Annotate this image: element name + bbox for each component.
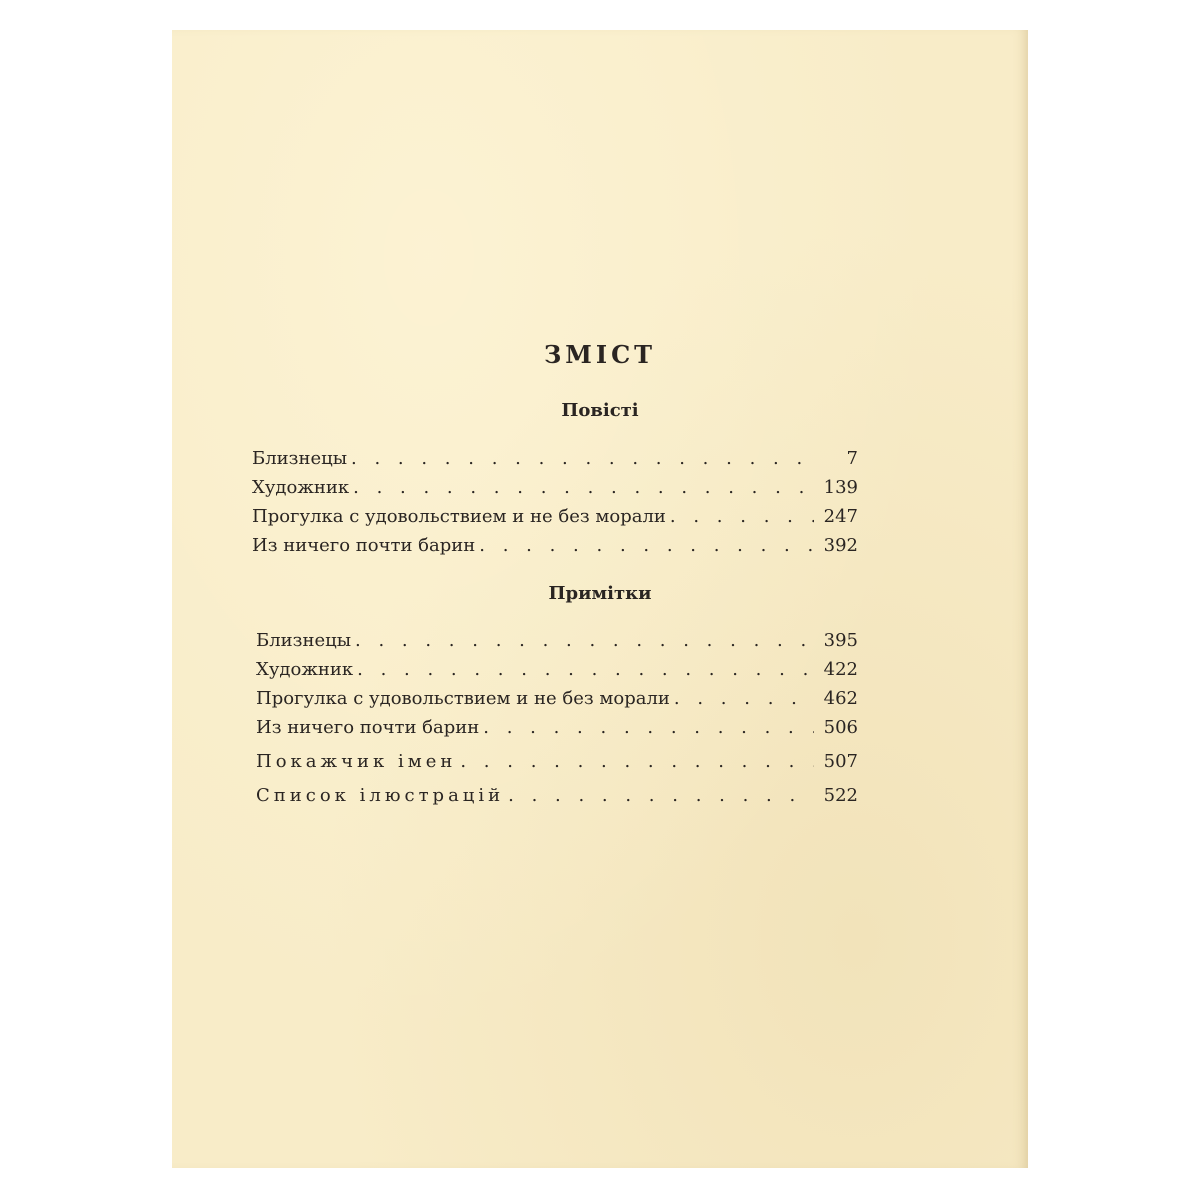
leader-dots — [353, 477, 814, 498]
toc-entry — [252, 535, 858, 564]
toc-entry-label: Художник — [256, 659, 354, 680]
toc-entry-page: 422 — [823, 659, 858, 680]
toc-entry-label: Близнецы — [252, 448, 348, 469]
toc-entry — [256, 659, 858, 688]
leader-dots — [508, 785, 814, 806]
leader-dots — [357, 659, 814, 680]
toc-entry-label: Художник — [252, 477, 350, 498]
section-heading-novellas: Повісті — [561, 400, 639, 421]
toc-entry-page: 392 — [823, 535, 858, 556]
toc-entry-page: 522 — [823, 785, 858, 806]
toc-entry-page: 462 — [823, 688, 858, 709]
leader-dots — [674, 688, 814, 709]
toc-entry-page: 507 — [823, 751, 858, 772]
toc-entry-page: 506 — [823, 717, 858, 738]
page-title: ЗМІСТ — [543, 340, 657, 369]
toc-entry — [256, 751, 858, 780]
leader-dots — [670, 506, 814, 527]
leader-dots — [483, 717, 814, 738]
toc-entry — [256, 630, 858, 659]
toc-entry-label: Прогулка с удовольствием и не без морали — [252, 506, 666, 527]
section-heading-notes: Примітки — [548, 583, 652, 604]
toc-entry — [252, 448, 858, 477]
toc-entry — [256, 688, 858, 717]
toc-entry-label: Из ничего почти барин — [252, 535, 476, 556]
toc-list-notes — [256, 630, 858, 814]
toc-entry-page: 7 — [846, 448, 858, 469]
toc-entry-label: Список ілюстрацій — [256, 785, 505, 806]
toc-entry-page: 139 — [823, 477, 858, 498]
leader-dots — [351, 448, 814, 469]
toc-entry-label: Близнецы — [256, 630, 352, 651]
toc-entry-page: 395 — [823, 630, 858, 651]
book-page — [172, 30, 1028, 1168]
leader-dots — [460, 751, 814, 772]
toc-entry-page: 247 — [823, 506, 858, 527]
toc-entry-label: Из ничего почти барин — [256, 717, 480, 738]
toc-entry — [252, 477, 858, 506]
toc-entry-label: Прогулка с удовольствием и не без морали — [256, 688, 670, 709]
toc-entry — [252, 506, 858, 535]
leader-dots — [479, 535, 814, 556]
toc-list-novellas — [252, 448, 858, 564]
leader-dots — [355, 630, 814, 651]
toc-entry — [256, 785, 858, 814]
toc-entry-label: Покажчик імен — [256, 751, 457, 772]
toc-entry — [256, 717, 858, 746]
